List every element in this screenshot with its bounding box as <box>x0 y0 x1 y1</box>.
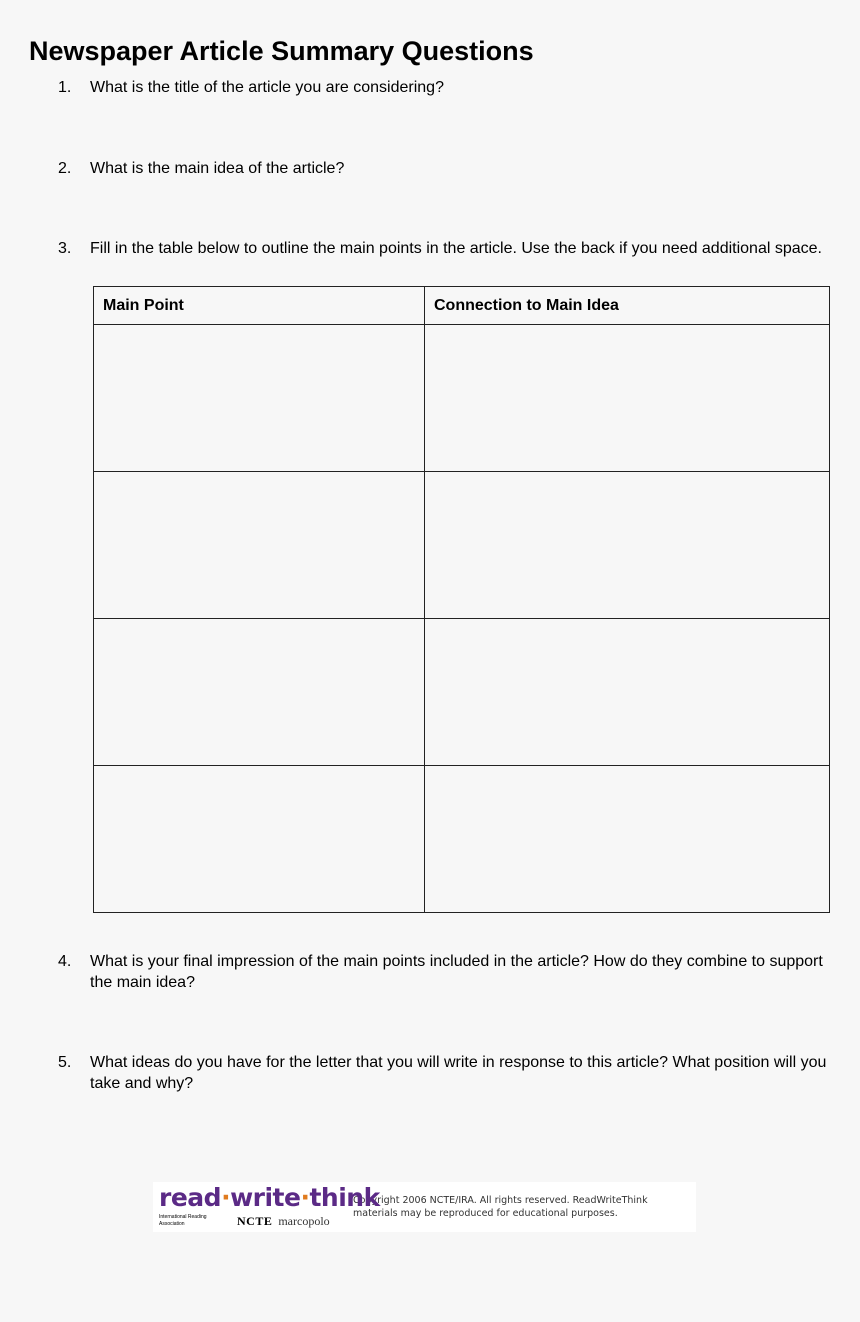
logo-dot: · <box>221 1183 231 1212</box>
table-row <box>94 325 830 472</box>
page-title: Newspaper Article Summary Questions <box>29 36 534 66</box>
question-1 <box>58 77 828 98</box>
table-header-row <box>94 287 830 325</box>
copyright-notice <box>349 1194 648 1220</box>
question-number: 2. <box>58 160 72 177</box>
question-text: What is your final impression of the main points included in the article? How do they combine to support the main idea? <box>90 953 823 991</box>
question-number: 5. <box>58 1054 72 1071</box>
question-3 <box>58 238 828 259</box>
copyright-line: materials may be reproduced for educational purposes. <box>353 1208 618 1219</box>
copyright-line: Copyright 2006 NCTE/IRA. All rights reserved. ReadWriteThink <box>353 1195 648 1206</box>
table-row <box>94 472 830 619</box>
question-number: 1. <box>58 79 72 96</box>
logo-wordmark <box>159 1182 380 1214</box>
connection-cell[interactable] <box>425 766 830 913</box>
logo-think: think <box>309 1183 380 1212</box>
connection-cell[interactable] <box>425 325 830 472</box>
marcopolo-logo: marcopolo <box>278 1213 330 1228</box>
connection-cell[interactable] <box>425 472 830 619</box>
main-point-cell[interactable] <box>94 619 425 766</box>
footer-banner <box>153 1182 696 1232</box>
question-5 <box>58 1052 828 1094</box>
question-number: 3. <box>58 240 72 257</box>
question-text: What is the main idea of the article? <box>90 160 345 177</box>
readwritethink-logo <box>153 1182 380 1232</box>
ira-logo: International Reading Association <box>159 1214 207 1227</box>
main-point-cell[interactable] <box>94 472 425 619</box>
table-row <box>94 619 830 766</box>
question-2 <box>58 158 828 179</box>
question-text: Fill in the table below to outline the main points in the article. Use the back if you need additional space. <box>90 240 822 257</box>
question-text: What ideas do you have for the letter that you will write in response to this article? What position will you take and why? <box>90 1054 827 1092</box>
logo-write: write <box>230 1183 301 1212</box>
connection-cell[interactable] <box>425 619 830 766</box>
partner-logos <box>159 1214 330 1228</box>
main-points-table <box>93 286 830 913</box>
ncte-logo: NCTE <box>237 1213 273 1228</box>
header-main-point: Main Point <box>94 287 425 325</box>
main-point-cell[interactable] <box>94 325 425 472</box>
question-number: 4. <box>58 953 72 970</box>
logo-dot: · <box>300 1183 310 1212</box>
table-row <box>94 766 830 913</box>
logo-read: read <box>159 1183 222 1212</box>
question-4 <box>58 951 828 993</box>
question-text: What is the title of the article you are considering? <box>90 79 444 96</box>
header-connection: Connection to Main Idea <box>425 287 830 325</box>
main-point-cell[interactable] <box>94 766 425 913</box>
